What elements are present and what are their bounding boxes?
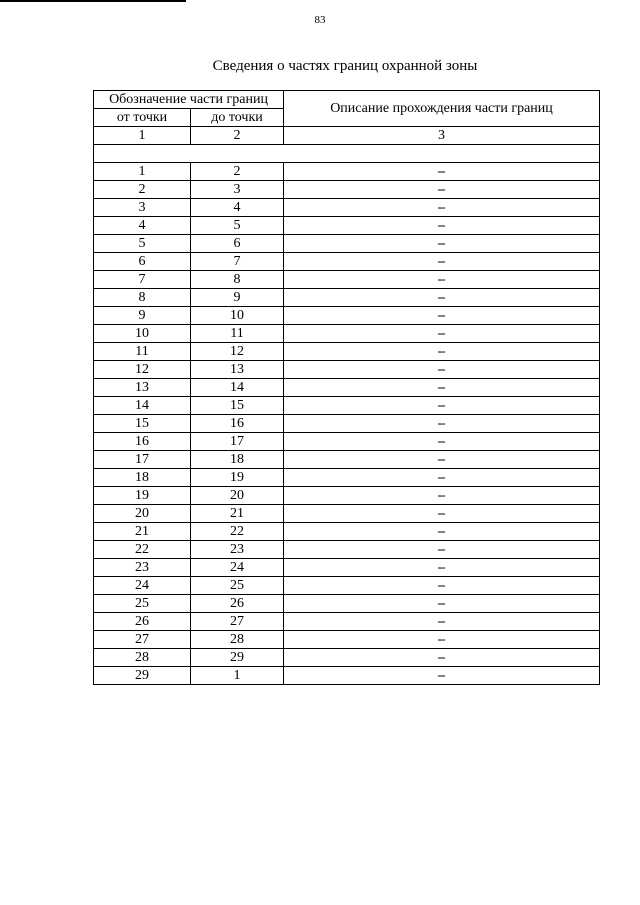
from-point-cell: 19 [94, 487, 191, 505]
header-description: Описание прохождения части границ [284, 91, 600, 127]
description-cell: – [284, 541, 600, 559]
table-row [94, 415, 600, 433]
table-row [94, 307, 600, 325]
from-point-cell: 7 [94, 271, 191, 289]
description-cell: – [284, 469, 600, 487]
from-point-cell: 24 [94, 577, 191, 595]
from-point-cell: 23 [94, 559, 191, 577]
from-point-cell: 16 [94, 433, 191, 451]
from-point-cell: 14 [94, 397, 191, 415]
description-cell: – [284, 163, 600, 181]
from-point-cell: 18 [94, 469, 191, 487]
to-point-cell: 16 [191, 415, 284, 433]
description-cell: – [284, 613, 600, 631]
column-number-3: 3 [284, 127, 600, 145]
to-point-cell: 21 [191, 505, 284, 523]
table-row [94, 217, 600, 235]
table-row [94, 289, 600, 307]
from-point-cell: 25 [94, 595, 191, 613]
description-cell: – [284, 307, 600, 325]
from-point-cell: 15 [94, 415, 191, 433]
header-to-point: до точки [191, 109, 284, 127]
description-cell: – [284, 397, 600, 415]
description-cell: – [284, 199, 600, 217]
from-point-cell: 6 [94, 253, 191, 271]
section-label [94, 145, 600, 163]
table-row [94, 469, 600, 487]
description-cell: – [284, 271, 600, 289]
table-row [94, 397, 600, 415]
description-cell: – [284, 289, 600, 307]
to-point-cell: 11 [191, 325, 284, 343]
description-cell: – [284, 181, 600, 199]
table-row [94, 541, 600, 559]
table-row [94, 361, 600, 379]
table-row [94, 559, 600, 577]
from-point-cell: 12 [94, 361, 191, 379]
description-cell: – [284, 325, 600, 343]
header-from-point: от точки [94, 109, 191, 127]
to-point-cell: 26 [191, 595, 284, 613]
description-cell: – [284, 451, 600, 469]
description-cell: – [284, 577, 600, 595]
to-point-cell: 22 [191, 523, 284, 541]
table-row [94, 649, 600, 667]
from-point-cell: 26 [94, 613, 191, 631]
from-point-cell: 9 [94, 307, 191, 325]
table-row [94, 667, 600, 685]
to-point-cell: 14 [191, 379, 284, 397]
table-row [94, 577, 600, 595]
description-cell: – [284, 595, 600, 613]
description-cell: – [284, 361, 600, 379]
from-point-cell: 1 [94, 163, 191, 181]
description-cell: – [284, 505, 600, 523]
to-point-cell: 9 [191, 289, 284, 307]
from-point-cell: 29 [94, 667, 191, 685]
to-point-cell: 25 [191, 577, 284, 595]
table-row [94, 271, 600, 289]
description-cell: – [284, 343, 600, 361]
section-row [94, 145, 600, 163]
to-point-cell: 29 [191, 649, 284, 667]
from-point-cell: 21 [94, 523, 191, 541]
boundary-parts-table [93, 90, 600, 685]
to-point-cell: 10 [191, 307, 284, 325]
table-row [94, 631, 600, 649]
description-cell: – [284, 235, 600, 253]
to-point-cell: 7 [191, 253, 284, 271]
table-row [94, 343, 600, 361]
table-row [94, 613, 600, 631]
column-number-row [94, 127, 600, 145]
description-cell: – [284, 649, 600, 667]
table-row [94, 523, 600, 541]
column-number-2: 2 [191, 127, 284, 145]
to-point-cell: 15 [191, 397, 284, 415]
from-point-cell: 11 [94, 343, 191, 361]
description-cell: – [284, 433, 600, 451]
column-number-1: 1 [94, 127, 191, 145]
to-point-cell: 24 [191, 559, 284, 577]
to-point-cell: 23 [191, 541, 284, 559]
table-row [94, 253, 600, 271]
to-point-cell: 12 [191, 343, 284, 361]
from-point-cell: 5 [94, 235, 191, 253]
from-point-cell: 2 [94, 181, 191, 199]
description-cell: – [284, 217, 600, 235]
description-cell: – [284, 559, 600, 577]
from-point-cell: 28 [94, 649, 191, 667]
to-point-cell: 17 [191, 433, 284, 451]
header-designation: Обозначение части границ [94, 91, 284, 109]
to-point-cell: 3 [191, 181, 284, 199]
table-row [94, 325, 600, 343]
top-rule [0, 0, 186, 2]
header-row [94, 91, 600, 109]
to-point-cell: 1 [191, 667, 284, 685]
table-row [94, 181, 600, 199]
from-point-cell: 13 [94, 379, 191, 397]
to-point-cell: 13 [191, 361, 284, 379]
table-row [94, 199, 600, 217]
from-point-cell: 17 [94, 451, 191, 469]
from-point-cell: 22 [94, 541, 191, 559]
to-point-cell: 2 [191, 163, 284, 181]
to-point-cell: 4 [191, 199, 284, 217]
to-point-cell: 8 [191, 271, 284, 289]
table-row [94, 505, 600, 523]
description-cell: – [284, 379, 600, 397]
table-body [94, 91, 600, 685]
to-point-cell: 5 [191, 217, 284, 235]
table-row [94, 433, 600, 451]
from-point-cell: 3 [94, 199, 191, 217]
table-row [94, 451, 600, 469]
document-title: Сведения о частях границ охранной зоны [212, 58, 478, 74]
description-cell: – [284, 253, 600, 271]
table-row [94, 163, 600, 181]
to-point-cell: 6 [191, 235, 284, 253]
from-point-cell: 10 [94, 325, 191, 343]
from-point-cell: 8 [94, 289, 191, 307]
to-point-cell: 20 [191, 487, 284, 505]
to-point-cell: 19 [191, 469, 284, 487]
table-row [94, 235, 600, 253]
page-number: 83 [314, 14, 326, 26]
to-point-cell: 27 [191, 613, 284, 631]
from-point-cell: 27 [94, 631, 191, 649]
table-row [94, 487, 600, 505]
from-point-cell: 4 [94, 217, 191, 235]
table-row [94, 595, 600, 613]
description-cell: – [284, 415, 600, 433]
to-point-cell: 18 [191, 451, 284, 469]
to-point-cell: 28 [191, 631, 284, 649]
description-cell: – [284, 487, 600, 505]
table-row [94, 379, 600, 397]
description-cell: – [284, 667, 600, 685]
description-cell: – [284, 523, 600, 541]
description-cell: – [284, 631, 600, 649]
from-point-cell: 20 [94, 505, 191, 523]
